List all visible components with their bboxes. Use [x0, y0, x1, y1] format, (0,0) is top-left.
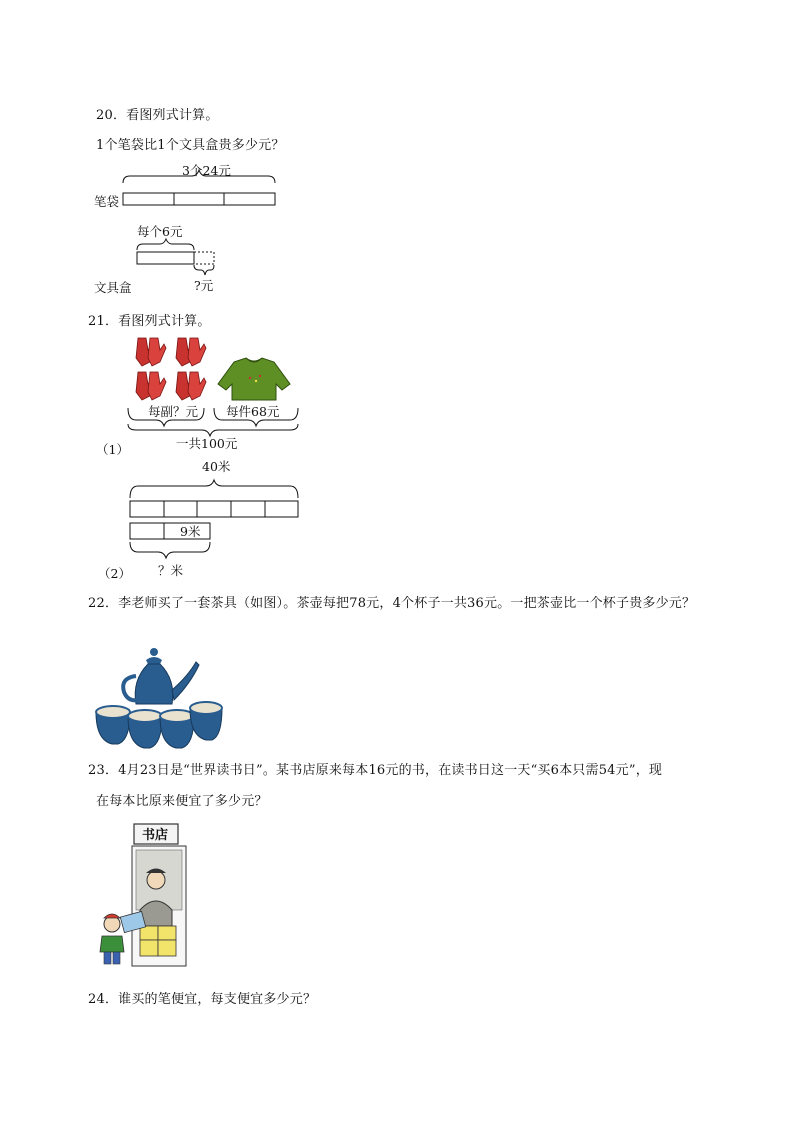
- sweater-label: 每件68元: [226, 404, 280, 419]
- bag-total-label: 3个24元: [182, 163, 231, 178]
- sign-text: 书店: [142, 828, 169, 843]
- gloves-label: 每副？元: [148, 404, 199, 419]
- bag-label: 笔袋: [94, 194, 120, 209]
- q24-text: 24．谁买的笔便宜，每支便宜多少元？: [88, 992, 317, 1007]
- q23-line1: 23．4月23日是“世界读书日”。某书店原来每本16元的书，在读书日这一天“买6本只需54元”，现: [88, 763, 663, 778]
- q21-heading: 21．看图列式计算。: [88, 314, 211, 329]
- q20-heading: 20．看图列式计算。: [96, 108, 219, 123]
- q23-line2: 在每本比原来便宜了多少元？: [96, 794, 268, 809]
- part2-segment-label: 9米: [180, 524, 201, 539]
- part2-question-label: ？米: [158, 563, 184, 578]
- box-label: 文具盒: [94, 280, 132, 295]
- part2-label: （2）: [98, 566, 131, 581]
- q20-question: 1个笔袋比1个文具盒贵多少元？: [96, 138, 285, 153]
- q22-text: 22．李老师买了一套茶具（如图）。茶壶每把78元，4个杯子一共36元。一把茶壶比一个杯子贵多少元？: [88, 596, 696, 611]
- part2-total-label: 40米: [202, 459, 231, 474]
- total-label: 一共100元: [176, 436, 238, 451]
- box-diff-label: ?元: [194, 278, 214, 293]
- part1-label: （1）: [96, 442, 129, 457]
- box-each-label: 每个6元: [137, 224, 183, 239]
